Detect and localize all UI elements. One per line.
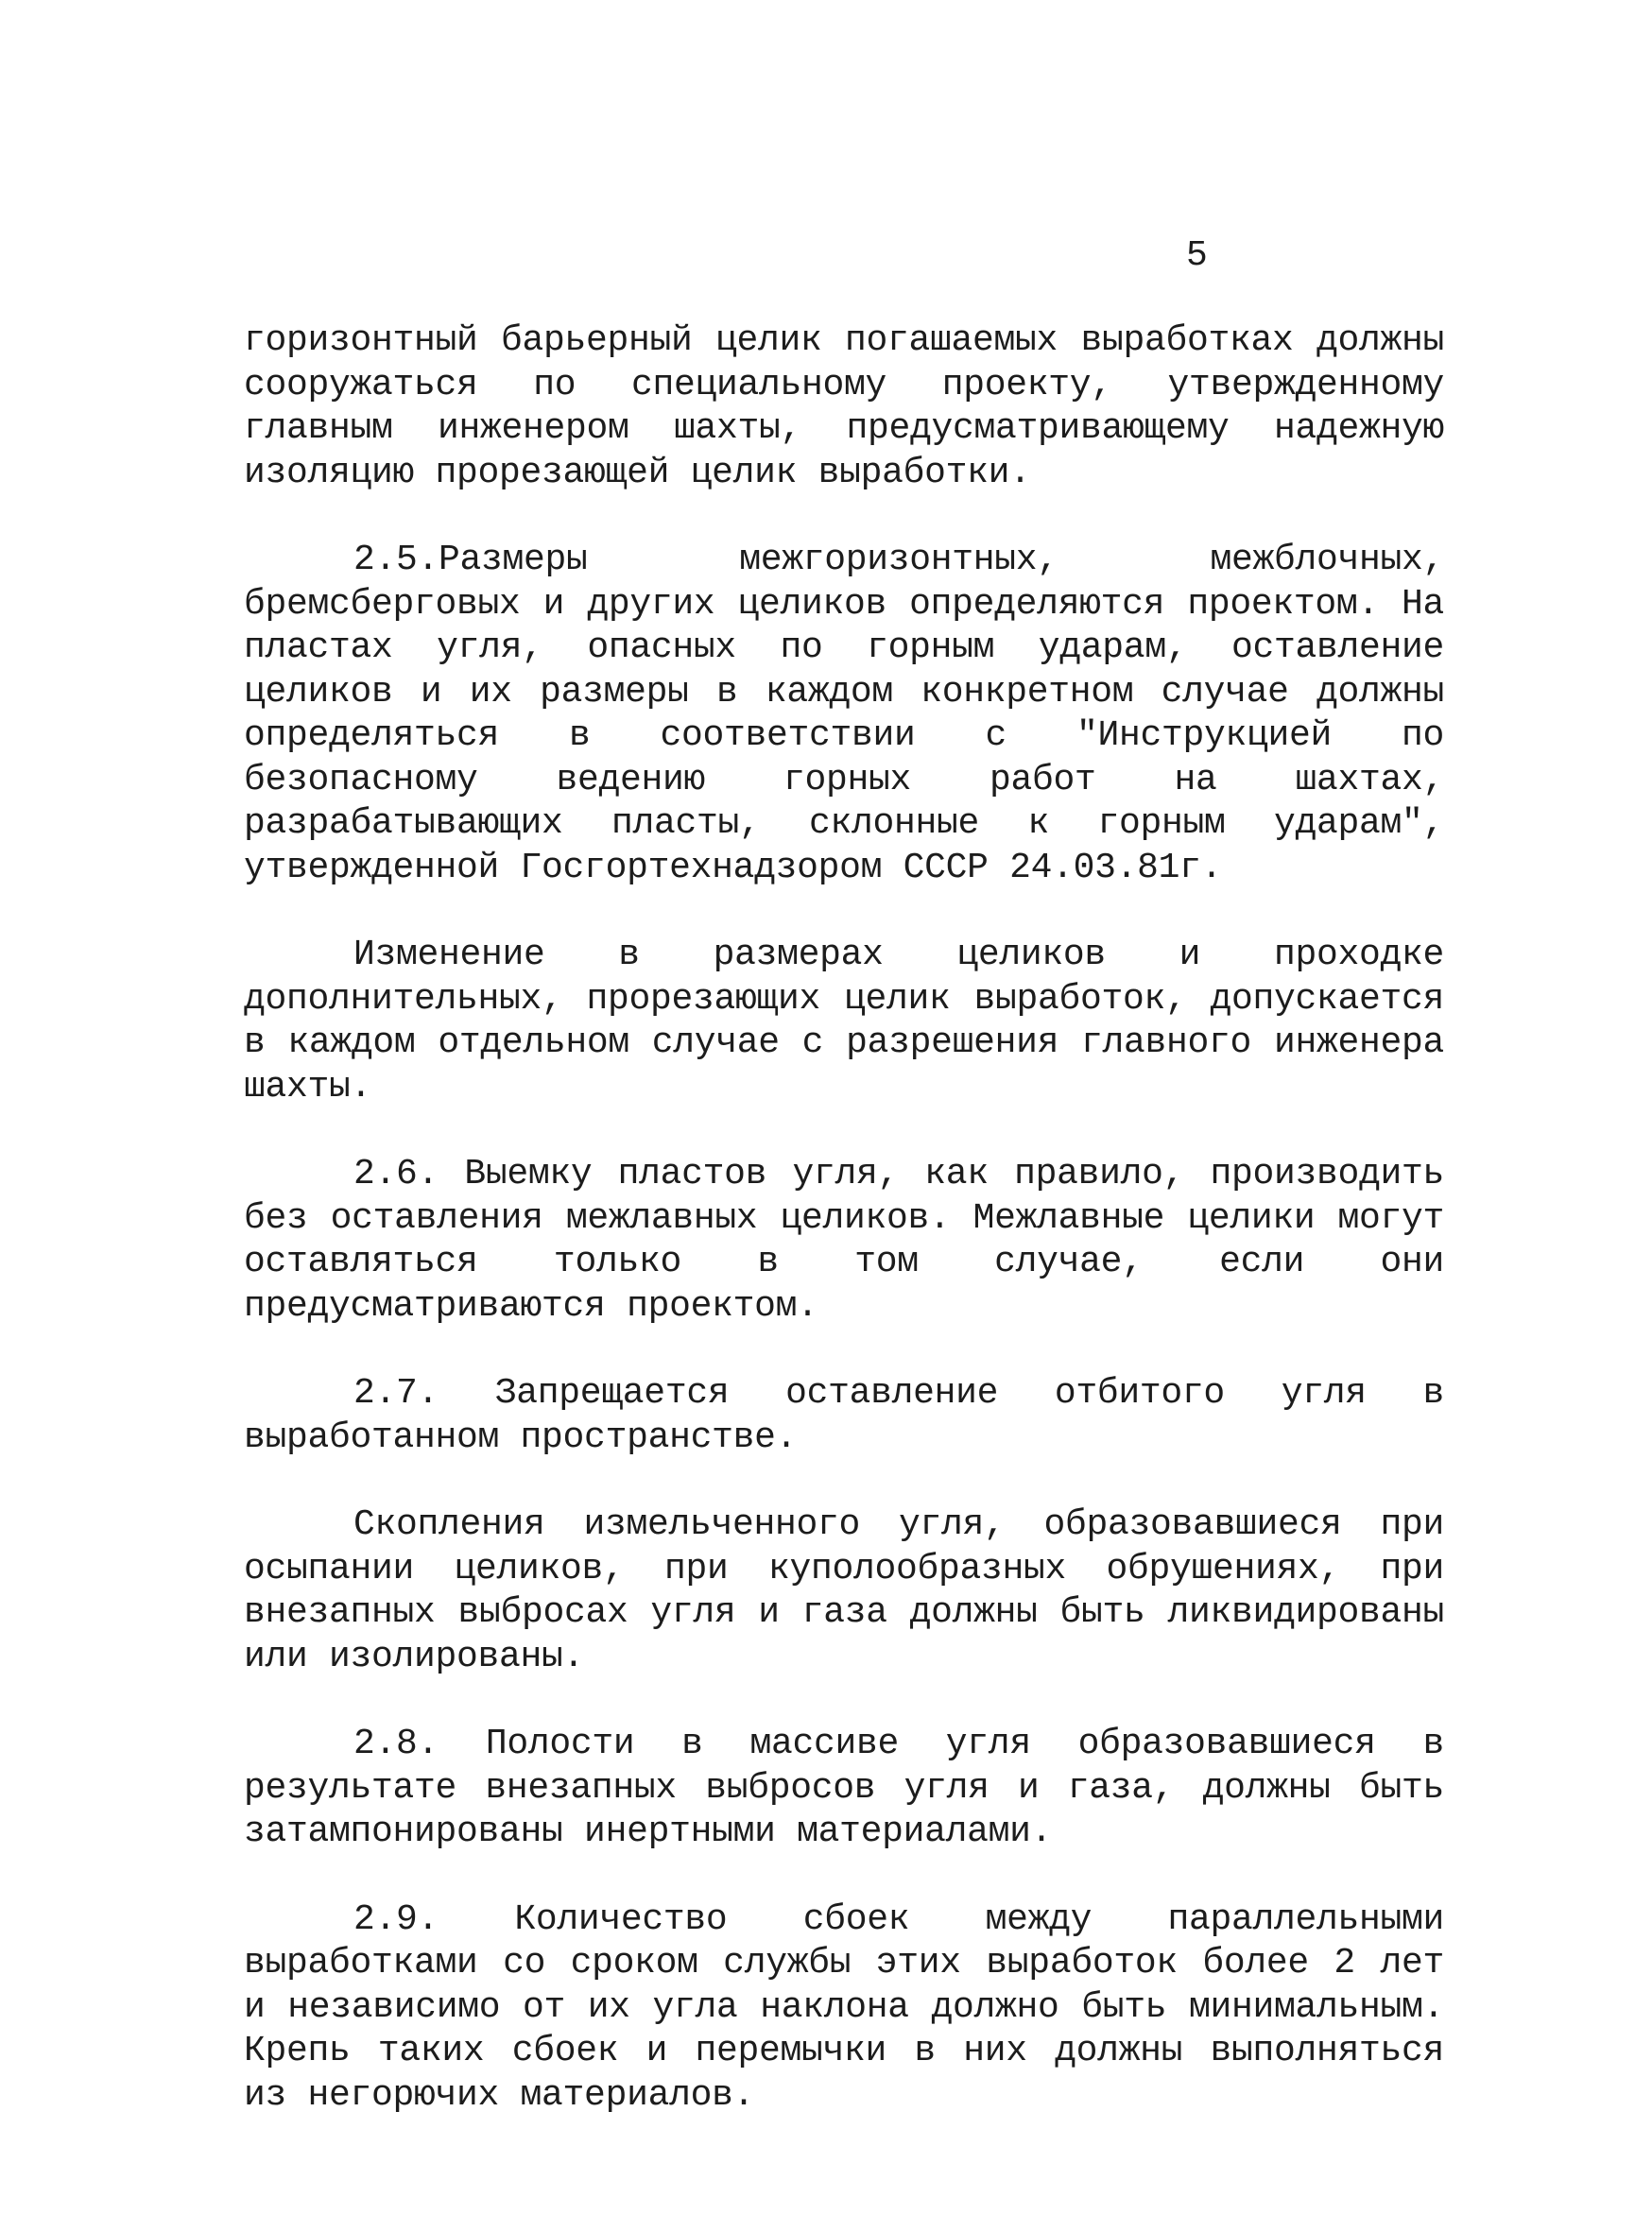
paragraph-2-7-accumulations: Скопления измельченного угля, образовавшиеся при осыпании целиков, при куполообразных обрушениях, при внезапных выбросах угля и газа должны быть ликвидированы или изолированы.: [244, 1504, 1444, 1677]
paragraph-2-8: 2.8. Полости в массиве угля образовавшиеся в результате внезапных выбросов угля и газа, должны быть затампонированы инертными материалами.: [244, 1724, 1444, 1852]
paragraph-2-9: 2.9. Количество сбоек между параллельными выработками со сроком службы этих выработок более 2 лет и независимо от их угла наклона должно быть минимальным. Крепь таких сбоек и перемычки в них должны выполняться из негорючих материалов.: [244, 1898, 1444, 2116]
paragraph-intro-continuation: горизонтный барьерный целик погашаемых выработках должны сооружаться по специальному проекту, утвержденному главным инженером шахты, предусматривающему надежную изоляцию прорезающей целик выработки.: [244, 320, 1444, 493]
document-body: [244, 319, 1444, 2118]
paragraph-2-6: 2.6. Выемку пластов угля, как правило, производить без оставления межлавных целиков. Межлавные целики могут оставляться только в том случае, если они предусматриваются проектом.: [244, 1154, 1444, 1327]
paragraph-2-5: 2.5.Размеры межгоризонтных, межблочных, бремсберговых и других целиков определяются проектом. На пластах угля, опасных по горным ударам, оставление целиков и их размеры в каждом конкретном случае должны определяться в соответствии с "Инструкцией по безопасному ведению горных работ на шахтах, разрабатывающих пласты, склонные к горным ударам", утвержденной Госгортехнадзором СССР 24.03.81г.: [244, 540, 1444, 888]
page-number: 5: [1186, 235, 1208, 276]
paragraph-2-7: 2.7. Запрещается оставление отбитого угля в выработанном пространстве.: [244, 1373, 1444, 1458]
paragraph-2-5-change: Изменение в размерах целиков и проходке дополнительных, прорезающих целик выработок, допускается в каждом отдельном случае с разрешения главного инженера шахты.: [244, 935, 1444, 1107]
